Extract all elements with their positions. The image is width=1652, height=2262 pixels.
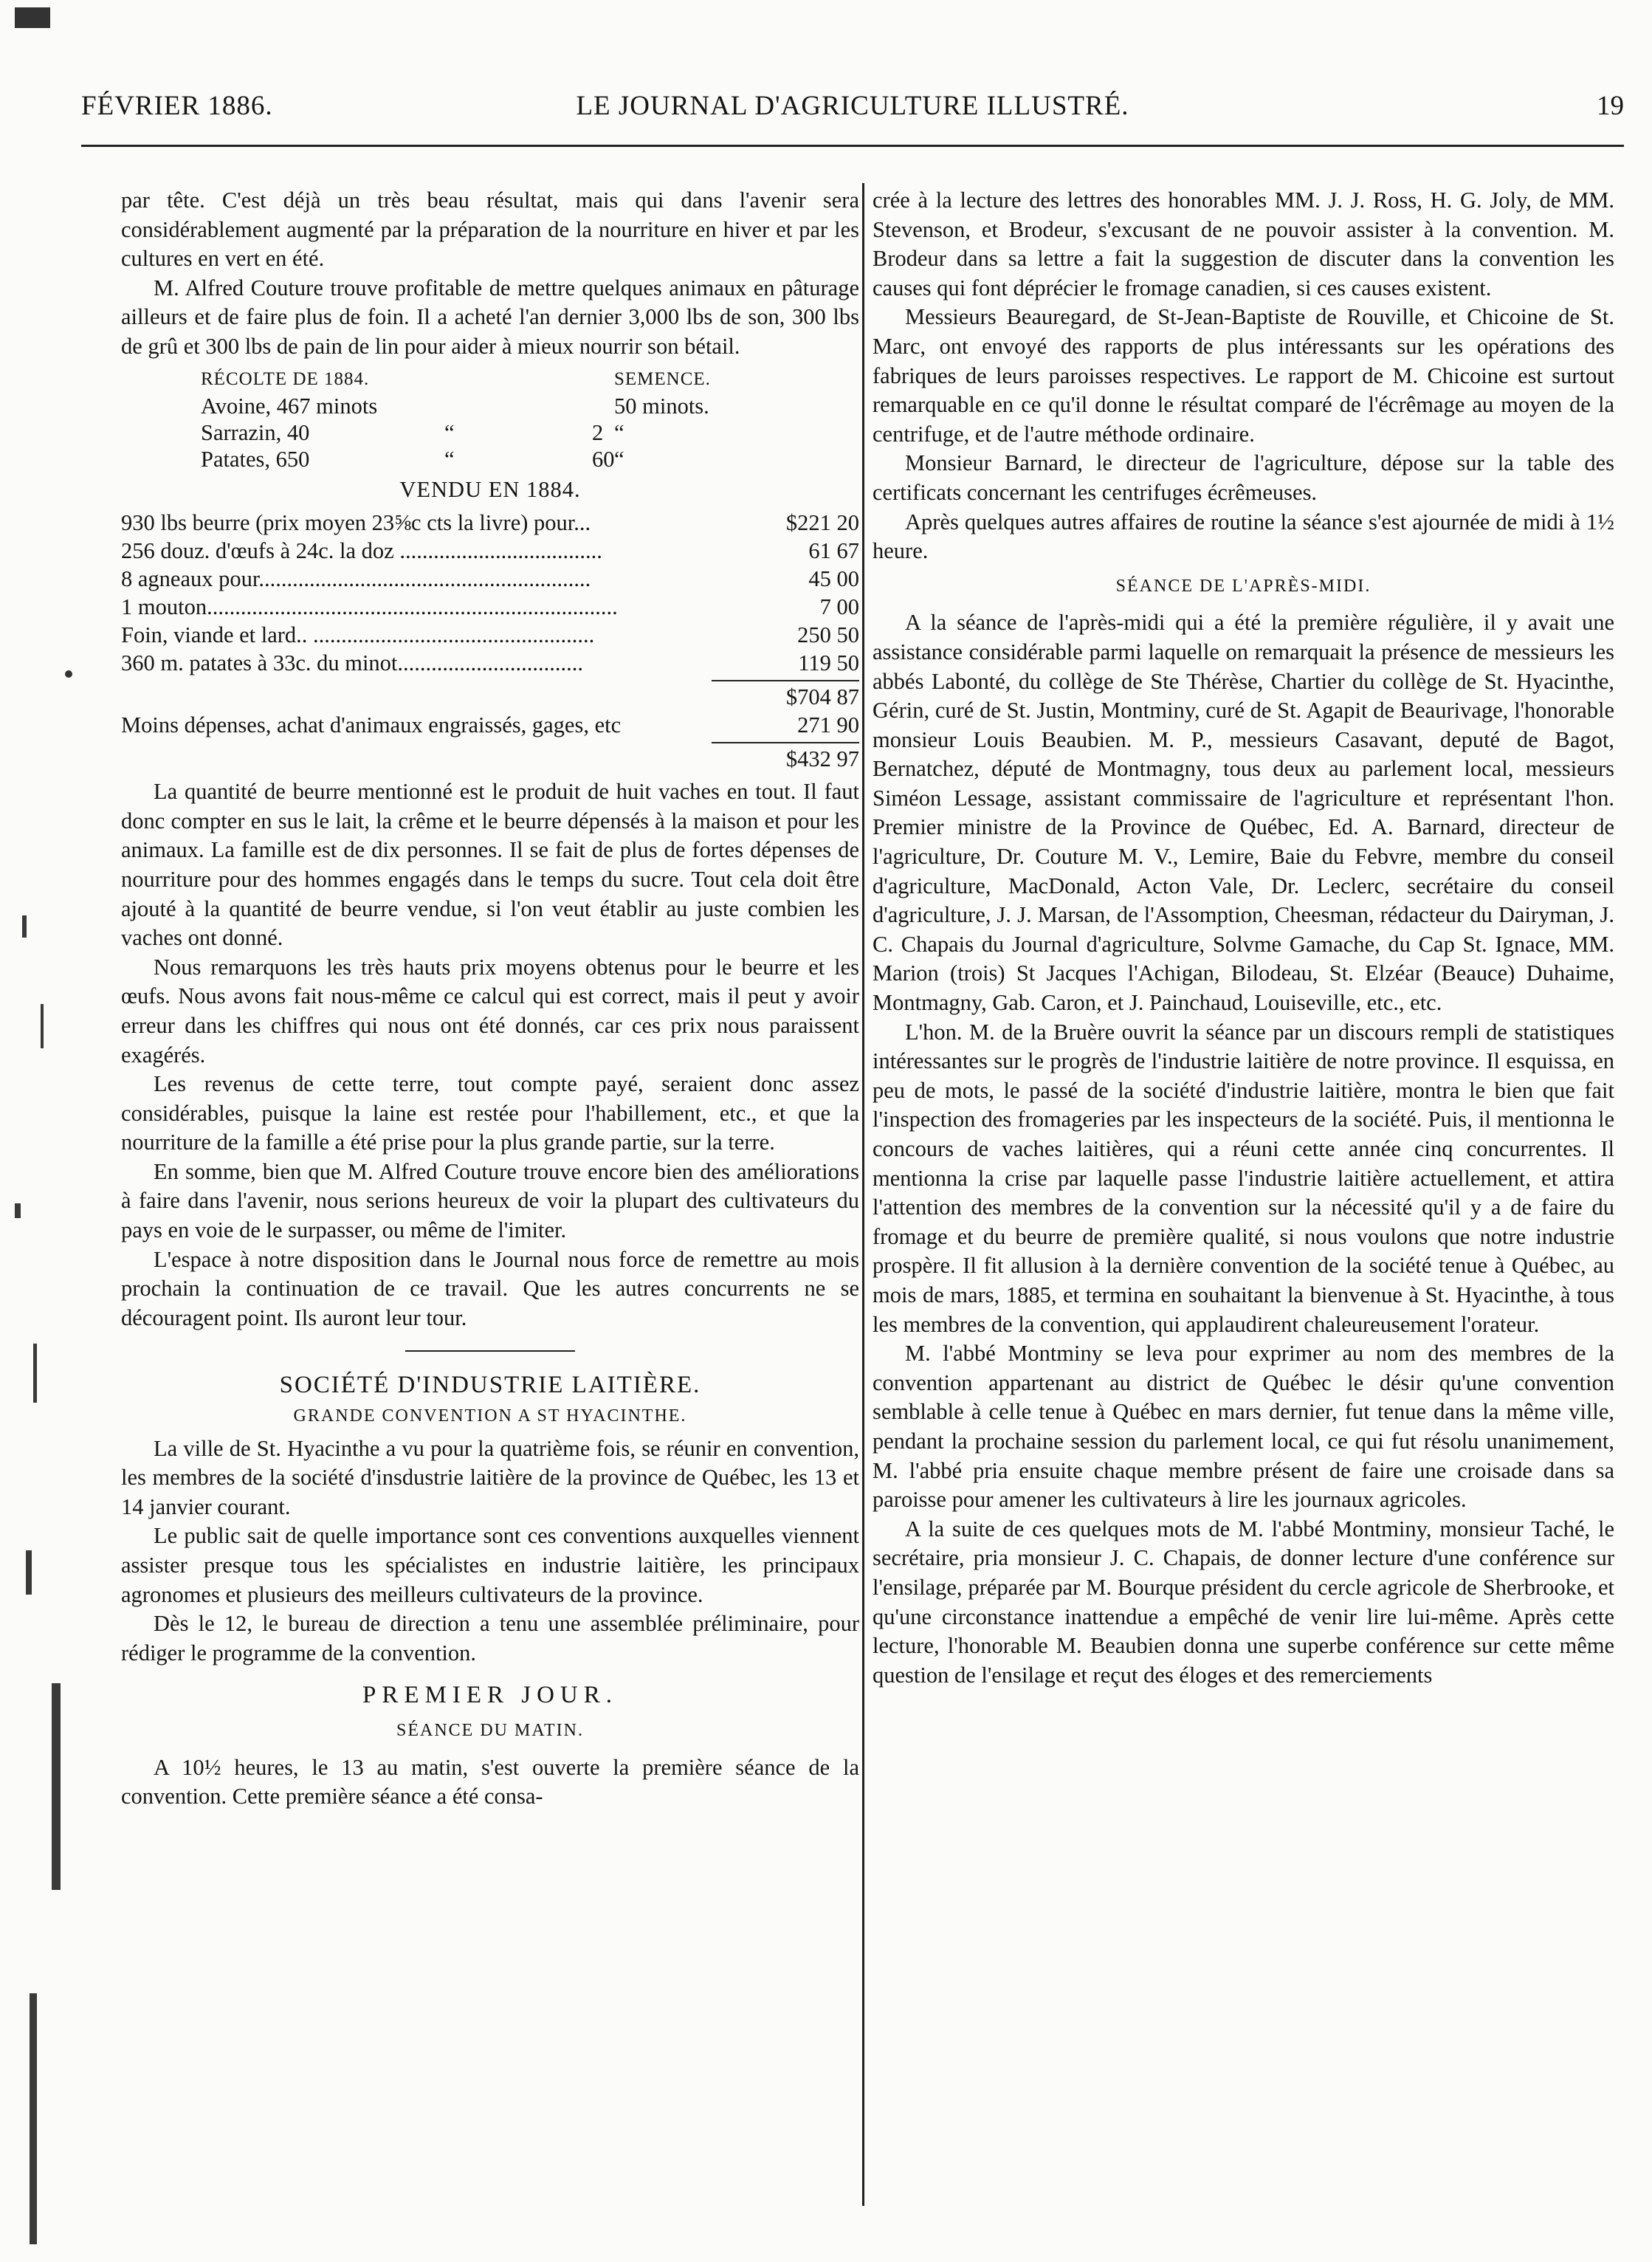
crop-cell: Patates, 650 (201, 446, 310, 472)
paragraph: L'hon. M. de la Bruère ouvrit la séance par un discours rempli de statistiques intéressantes sur le progrès de l'industrie laitière de notre province. Il esquissa, en peu de mots, le passé de la société d'industrie laitière, montra le bien que fait l'inspection des fromageries par les inspecteurs de la société. Puis, il mentionna le concours de vaches laitières, qui a réuni cette année cinq concurrentes. Il mentionna la crise par laquelle passe l'industrie laitière actuellement, et attira l'attention des membres de la convention sur la nécessité qu'il y a de faire du fromage et du beurre de première qualité, si nous voulons que notre industrie prospère. Il fit allusion à la dernière convention de la société tenue à Québec, au mois de mars, 1885, et termina en souhaitant la bienvenue à St. Hyacinthe, à tous les membres de la convention, qui applaudirent chaleureusement l'orateur. (873, 1019, 1614, 1337)
section-title: SOCIÉTÉ D'INDUSTRIE LAITIÈRE. (279, 1372, 701, 1399)
paragraph: Messieurs Beauregard, de St-Jean-Baptiste de Rouville, et Chicoine de St. Marc, ont envoyé des rapports de plus intéressants sur les opérations des fabriques de leurs paroisses respectives. Le rapport de M. Chicoine est surtout remarquable en ce qu'il donne le résultat comparé de l'écrêmage au moyen de la centrifuge, et de l'autre méthode ordinaire. (873, 304, 1614, 447)
seed-cell: 60 (592, 446, 615, 472)
net-amount: $432 97 (785, 746, 859, 772)
expenses-row (121, 711, 859, 739)
paragraph: A la séance de l'après-midi qui a été la première régulière, il y avait une assistance considérable parmi laquelle on remarquait la présence de messieurs les abbés Labonté, du collège de Ste Thérèse, Chartier du collège de St. Hyacinthe, Gérin, curé de St. Justin, Montminy, curé de St. Agapit de Beaurivage, l'honorable monsieur Louis Beaubien. M. P., messieurs Casavant, deputé de Bagot, Bernatchez, député de Montmagny, tous deux au parlement local, messieurs Siméon Lessage, assistant commissaire de l'agriculture et représentant l'hon. Premier ministre de la Province de Québec, Ed. A. Barnard, directeur de l'agriculture, Dr. Couture M. V., Lemire, Baie du Febvre, membre du conseil d'agriculture, MacDonald, Acton Vale, Dr. Leclerc, secrétaire du conseil d'agriculture, J. J. Marsan, de l'Assomption, Cheesman, rédacteur du Dairyman, J. C. Chapais du Journal d'agriculture, Solvme Gamache, du Cap St. Ignace, MM. Marion (trois) St Jacques l'Achigan, Bilodeau, St. Elzéar (Beauce) Duhaime, Montmagny, Gab. Caron, et J. Painchaud, Louiseville, etc., etc. (873, 610, 1614, 1016)
left-column (121, 186, 859, 1812)
sales-heading: VENDU EN 1884. (399, 476, 581, 502)
ditto-mark: “ (444, 446, 455, 472)
ledger-row (121, 593, 859, 621)
sum-rule (712, 742, 859, 743)
ledger-amount: 119 50 (798, 650, 859, 676)
paragraph: par tête. C'est déjà un très beau résultat, mais qui dans l'avenir sera considérablement augmenté par la préparation de la nourriture en hiver et par les cultures en vert en été. (121, 188, 859, 272)
ledger-desc: 930 lbs beurre (prix moyen 23⅝c cts la livre) pour... (121, 510, 591, 536)
crop-cell: Avoine, 467 minots (201, 393, 378, 419)
ledger-desc: 256 douz. d'œufs à 24c. la doz .................................... (121, 538, 602, 564)
paragraph: L'espace à notre disposition dans le Journal nous force de remettre au mois prochain la continuation de ce travail. Que les autres concurrents ne se découragent point. Ils auront leur tour. (121, 1246, 859, 1330)
ledger-desc: 8 agneaux pour........................................................... (121, 566, 591, 592)
seed-cell: 2 (592, 419, 604, 445)
paragraph: M. Alfred Couture trouve profitable de mettre quelques animaux en pâturage ailleurs et de faire plus de foin. Il a acheté l'an dernier 3,000 lbs de son, 300 lbs de grû et 300 lbs de pain de lin pour aider à mieux nourrir son bétail. (121, 275, 859, 359)
paragraph: La ville de St. Hyacinthe a vu pour la quatrième fois, se réunir en convention, les membres de la société d'insdustrie laitière de la province de Québec, les 13 et 14 janvier courant. (121, 1435, 859, 1519)
ledger-amount: 45 00 (808, 566, 859, 592)
paragraph: La quantité de beurre mentionné est le produit de huit vaches en tout. Il faut donc compter en sus le lait, la crême et le beurre dépensés à la maison et pour les animaux. La famille est de dix personnes. Il se fait de plus de fortes dépenses de nourriture pour des hommes engagés dans le temps du sucre. Tout cela doit être ajouté à la quantité de beurre vendue, si l'on veut établir au juste combien les vaches ont donné. (121, 779, 859, 951)
seed-cell: 50 minots. (614, 393, 709, 419)
section-subtitle: GRANDE CONVENTION A ST HYACINTHE. (293, 1406, 687, 1426)
ledger-row (121, 537, 859, 565)
ditto-mark: “ (614, 419, 624, 445)
paragraph: Le public sait de quelle importance sont ces conventions auxquelles viennent assister presque tous les spécialistes en industrie laitière, les principaux agronomes et plusieurs des meilleurs cultivateurs de la province. (121, 1523, 859, 1607)
subtotal-amount: $704 87 (785, 684, 859, 710)
sales-ledger (121, 509, 859, 773)
ledger-amount: $221 20 (785, 510, 859, 536)
net-row (121, 745, 859, 773)
top-corner-mark (15, 7, 50, 28)
session-heading: SÉANCE DE L'APRÈS-MIDI. (1115, 576, 1371, 596)
crop-table (201, 366, 859, 472)
paragraph: En somme, bien que M. Alfred Couture trouve encore bien des améliorations à faire dans l'avenir, nous serions heureux de voir la plupart des cultivateurs du pays en voie de le surpasser, ou même de l'imiter. (121, 1158, 859, 1243)
session-heading: SÉANCE DU MATIN. (396, 1720, 584, 1740)
section-separator (405, 1350, 575, 1352)
column-divider (862, 183, 864, 2206)
ledger-desc: 360 m. patates à 33c. du minot................................. (121, 650, 584, 676)
ledger-amount: 61 67 (808, 538, 859, 564)
header-rule (81, 145, 1624, 147)
ledger-amount: 7 00 (819, 594, 859, 620)
ledger-row (121, 649, 859, 677)
paragraph: M. l'abbé Montminy se leva pour exprimer au nom des membres de la convention appartenant au district de Québec le désir qu'une convention semblable à celle tenue à Québec en mars dernier, fut tenue dans la même ville, pendant la prochaine session du parlement local, ce qui fut résolu unanimement, M. l'abbé pria ensuite chaque membre présent de faire une croisade dans sa paroisse pour amener les cultivateurs à lire les journaux agricoles. (873, 1341, 1614, 1513)
paragraph: Monsieur Barnard, le directeur de l'agriculture, dépose sur la table des certificats concernant les centrifuges écrêmeuses. (873, 450, 1614, 505)
paragraph: Après quelques autres affaires de routine la séance s'est ajournée de midi à 1½ heure. (873, 509, 1614, 564)
paragraph: A 10½ heures, le 13 au matin, s'est ouverte la première séance de la convention. Cette première séance a été consa- (121, 1754, 859, 1809)
paragraph: crée à la lecture des lettres des honorables MM. J. J. Ross, H. G. Joly, de MM. Stevenson, et Brodeur, s'excusant de ne pouvoir assister à la convention. M. Brodeur dans sa lettre a fait la suggestion de discuter dans la convention les causes qui font déprécier le fromage canadien, si ces causes existent. (873, 188, 1614, 300)
expenses-desc: Moins dépenses, achat d'animaux engraissés, gages, etc (121, 712, 622, 738)
ledger-amount: 250 50 (797, 622, 859, 648)
ditto-mark: “ (444, 419, 455, 445)
seed-table-header: SEMENCE. (614, 368, 711, 389)
journal-title: LE JOURNAL D'AGRICULTURE ILLUSTRÉ. (576, 91, 1129, 121)
ledger-row (121, 621, 859, 649)
paragraph: Dès le 12, le bureau de direction a tenu une assemblée préliminaire, pour rédiger le programme de la convention. (121, 1611, 859, 1665)
sum-rule (712, 680, 859, 681)
day-heading: PREMIER JOUR. (362, 1682, 619, 1709)
expenses-amount: 271 90 (797, 712, 859, 738)
page-edge-scan-marks (0, 886, 81, 2259)
header-date: FÉVRIER 1886. (81, 91, 273, 121)
page-number: 19 (1597, 91, 1624, 121)
paragraph: A la suite de ces quelques mots de M. l'abbé Montminy, monsieur Taché, le secrétaire, pria monsieur J. C. Chapais, de donner lecture d'une conférence sur l'ensilage, préparée par M. Bourque président du cercle agricole de Sherbrooke, et qu'une circonstance inattendue a empêché de venir lire lui-même. Après cette lecture, l'honorable M. Beaubien donna une superbe conférence sur cette même question de l'ensilage et reçut des éloges et des remerciements (873, 1516, 1614, 1688)
ditto-mark: “ (614, 446, 624, 472)
running-header (81, 90, 1624, 139)
ledger-desc: 1 mouton......................................................................... (121, 594, 618, 620)
paragraph: Nous remarquons les très hauts prix moyens obtenus pour le beurre et les œufs. Nous avons fait nous-même ce calcul qui est correct, mais il peut y avoir erreur dans les chiffres qui nous ont été donnés, car ces prix nous paraissent exagérés. (121, 954, 859, 1068)
crop-table-header: RÉCOLTE DE 1884. (201, 368, 370, 389)
right-column (873, 186, 1614, 1690)
ledger-row (121, 565, 859, 593)
ledger-desc: Foin, viande et lard.. .................................................. (121, 622, 595, 648)
subtotal-row (121, 683, 859, 711)
crop-cell: Sarrazin, 40 (201, 419, 310, 445)
ledger-row (121, 509, 859, 537)
stray-dot (65, 670, 72, 678)
paragraph: Les revenus de cette terre, tout compte payé, seraient donc assez considérables, puisque la laine est restée pour l'habillement, etc., et que la nourriture de la famille a été prise pour la plus grande partie, sur la terre. (121, 1071, 859, 1155)
